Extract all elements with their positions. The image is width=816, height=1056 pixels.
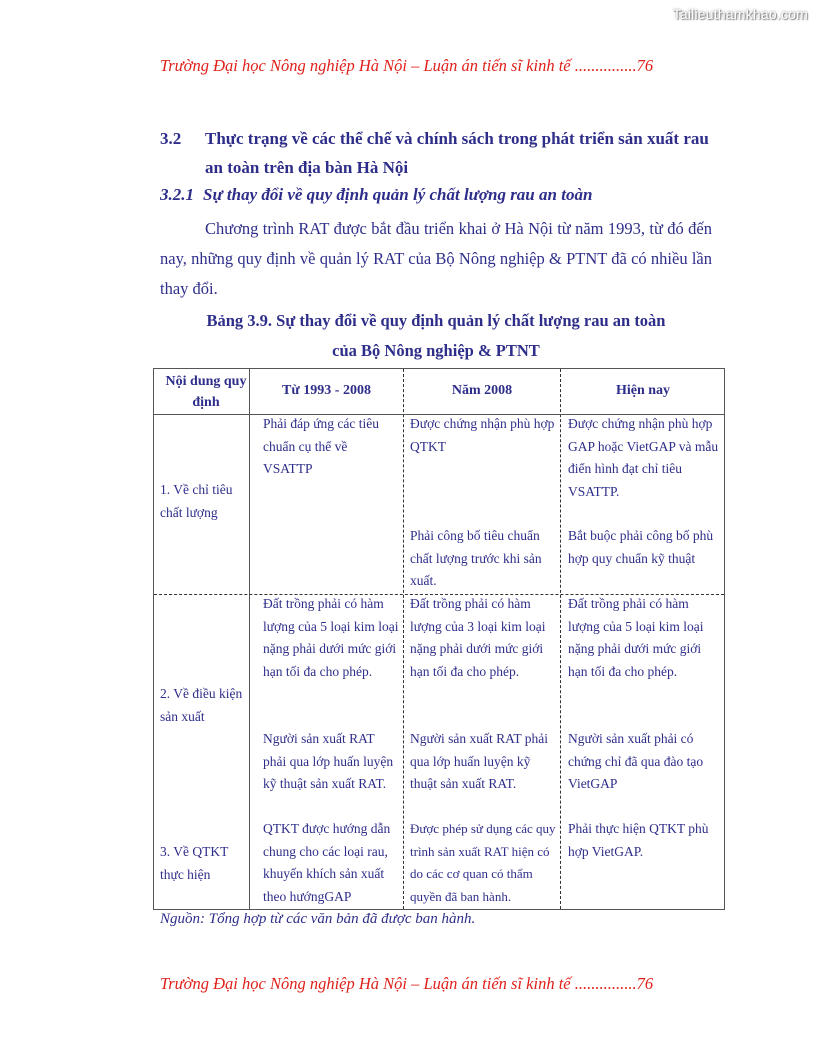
table-cell: Người sản xuất phải có chứng chỉ đã qua đào tạo VietGAP	[568, 731, 704, 791]
table-title-line-1: Bảng 3.9. Sự thay đổi về quy định quản lý chất lượng rau an toàn	[206, 311, 666, 330]
running-footer: Trường Đại học Nông nghiệp Hà Nội – Luận án tiến sĩ kinh tế ...............76	[160, 974, 654, 993]
table-col-divider	[560, 369, 561, 909]
table-title-line-2: của Bộ Nông nghiệp & PTNT	[332, 341, 540, 360]
table-col-divider	[249, 369, 250, 909]
table-cell: Người sản xuất RAT phải qua lớp huấn luyện kỹ thuật sản xuất RAT.	[263, 731, 394, 791]
body-paragraph: Chương trình RAT được bắt đầu triển khai ở Hà Nội từ năm 1993, từ đó đến nay, những quy định về quản lý RAT của Bộ Nông nghiệp & PTNT đã có nhiều lần thay đổi.	[160, 219, 712, 298]
subsection-number: 3.2.1	[160, 185, 194, 204]
subsection-title: Sự thay đổi về quy định quản lý chất lượng rau an toàn	[203, 185, 593, 204]
table-cell: Được phép sử dụng các quy trình sản xuất RAT hiện có do các cơ quan có thẩm quyền đã ban hành.	[410, 821, 556, 904]
table-cell: Được chứng nhận phù hợp QTKT	[410, 416, 555, 454]
row-label-production: 2. Về điều kiện sản xuất	[160, 686, 243, 724]
table-cell: QTKT được hướng dẫn chung cho các loại rau, khuyến khích sản xuất theo hướngGAP	[263, 821, 391, 904]
running-header: Trường Đại học Nông nghiệp Hà Nội – Luận án tiến sĩ kinh tế ...............76	[160, 56, 654, 75]
header-current: Hiện nay	[615, 383, 671, 398]
table-source-note: Nguồn: Tổng hợp từ các văn bản đã được ban hành.	[160, 911, 476, 927]
table-cell: Được chứng nhận phù hợp GAP hoặc VietGAP và mẫu điển hình đạt chỉ tiêu VSATTP.	[568, 416, 719, 499]
subsection-heading	[160, 185, 592, 205]
row-label-technical: 3. Về QTKT thực hiện	[160, 844, 229, 882]
regulation-table	[153, 368, 725, 910]
table-cell: Phải đáp ứng các tiêu chuẩn cụ thể về VSATTP	[263, 416, 380, 476]
table-cell: Đất trồng phải có hàm lượng của 3 loại kim loại nặng phải dưới mức giới hạn tối đa cho phép.	[410, 596, 546, 679]
table-cell: Phải công bố tiêu chuẩn chất lượng trước khi sản xuất.	[410, 528, 542, 588]
watermark: Tailieuthamkhao.com	[672, 6, 808, 22]
table-title	[160, 306, 712, 366]
table-cell: Phải thực hiện QTKT phù hợp VietGAP.	[568, 821, 709, 859]
section-title: Thực trạng về các thể chế và chính sách trong phát triển sản xuất rau an toàn trên địa bàn Hà Nội	[205, 129, 709, 177]
header-1993-2008: Từ 1993 - 2008	[282, 383, 371, 398]
section-heading	[160, 124, 720, 182]
section-number: 3.2	[160, 129, 182, 148]
table-col-divider	[403, 369, 404, 909]
table-cell: Người sản xuất RAT phải qua lớp huấn luyện kỹ thuật sản xuất RAT.	[410, 731, 548, 791]
row-label-quality: 1. Về chỉ tiêu chất lượng	[160, 482, 233, 520]
table-cell: Đất trồng phải có hàm lượng của 5 loại kim loại nặng phải dưới mức giới hạn tối đa cho phép.	[568, 596, 704, 679]
table-cell: Bắt buộc phải công bố phù hợp quy chuẩn kỹ thuật	[568, 528, 714, 566]
header-content: Nội dung quy định	[165, 374, 247, 410]
header-2008: Năm 2008	[451, 383, 513, 398]
table-cell: Đất trồng phải có hàm lượng của 5 loại kim loại nặng phải dưới mức giới hạn tối đa cho phép.	[263, 596, 399, 679]
